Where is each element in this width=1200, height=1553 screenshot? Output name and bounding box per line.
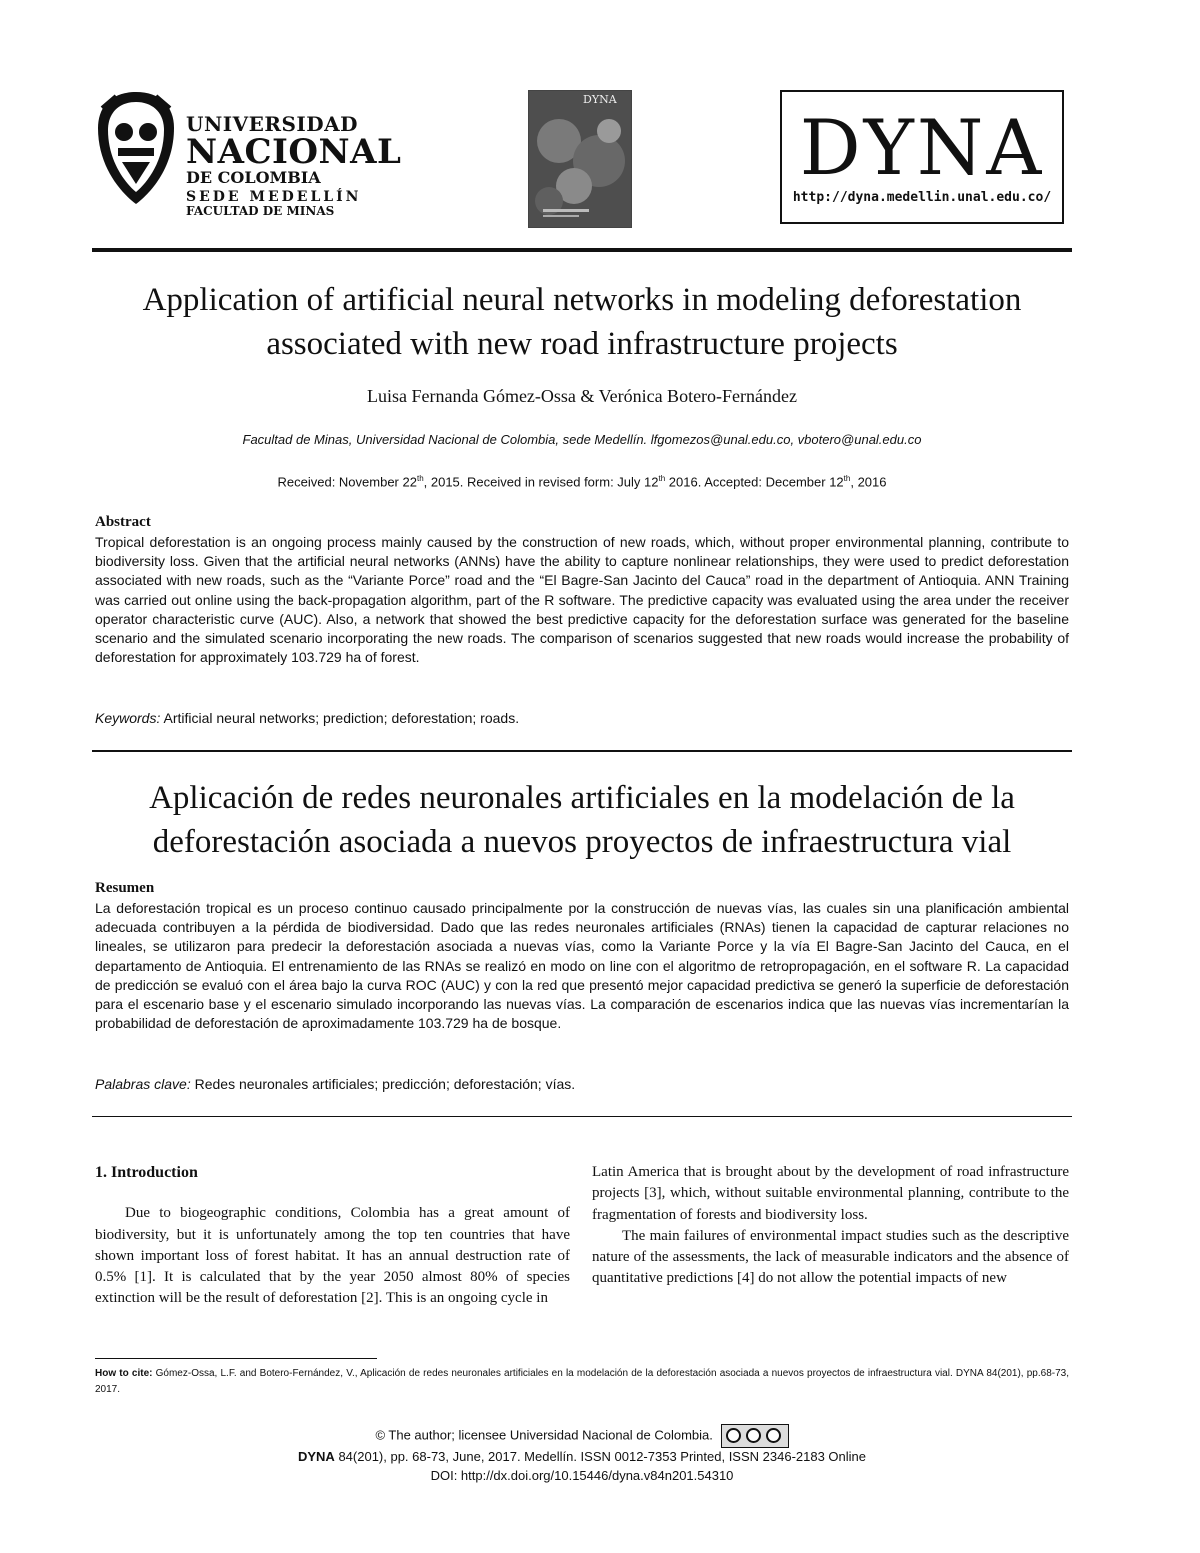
- intro-paragraph-3: The main failures of environmental impact studies such as the descriptive nature of the assessments, the lack of measurable indicators and the absence of quantitative predictions [4] do not allow the potential impacts of new: [592, 1227, 1069, 1287]
- keywords-label: Keywords:: [95, 710, 161, 726]
- university-line5: FACULTAD DE MINAS: [186, 204, 335, 218]
- introduction-heading: 1. Introduction: [95, 1164, 198, 1181]
- license-line: [92, 1424, 1072, 1448]
- creative-commons-icon[interactable]: [721, 1424, 789, 1448]
- by-circle-icon: [746, 1428, 761, 1443]
- abstract-heading: Abstract: [95, 514, 151, 530]
- palabras-clave: [95, 1076, 1069, 1092]
- abstract-text: Tropical deforestation is an ongoing process mainly caused by the construction of new roads, which, without proper environmental planning, contribute to biodiversity loss. Given that the artificial neural networks (ANNs) have the ability to capture nonlinear relationships, they were used to predict deforestation associated with new roads, such as the “Variante Porce” road and the “El Bagre-San Jacinto del Cauca” road in the department of Antioquia. ANN Training was carried out online using the back-propagation algorithm, part of the R software. The predictive capacity was evaluated using the area under the receiver operator characteristic curve (AUC). Also, a network that showed the best predictive capacity for the deforestation surface was generated for the baseline scenario and the simulated scenario incorporating the new roads. The comparison of scenarios suggested that new roads would increase the probability of deforestation for approximately 103.729 ha of forest.: [95, 534, 1069, 666]
- license-text: © The author; licensee Universidad Nacional de Colombia.: [375, 1427, 713, 1443]
- accepted-sup: th: [843, 474, 851, 483]
- journal-logo-box: [780, 90, 1064, 224]
- keywords-list: Artificial neural networks; prediction; deforestation; roads.: [160, 710, 520, 726]
- how-to-cite: [95, 1366, 1069, 1398]
- spanish-title-line2: deforestación asociada a nuevos proyectos de infraestructura vial: [152, 824, 1012, 860]
- spanish-title: [92, 776, 1072, 864]
- affiliation: Facultad de Minas, Universidad Nacional de Colombia, sede Medellín. lfgomezos@unal.edu.co, vbotero@unal.edu.co: [242, 432, 922, 447]
- cc-circle-icon: [726, 1428, 741, 1443]
- how-to-cite-text: Gómez-Ossa, L.F. and Botero-Fernández, V., Aplicación de redes neuronales artificiales en la modelación de la deforestación asociada a nuevos proyectos de infraestructura vial. DYNA 84(201), pp.68-73, 2017.: [95, 1368, 1069, 1395]
- keywords: [95, 710, 1069, 726]
- section-rule-2: [92, 1116, 1072, 1117]
- authors: Luisa Fernanda Gómez-Ossa & Verónica Botero-Fernández: [366, 386, 798, 406]
- how-to-cite-label: How to cite:: [95, 1368, 153, 1379]
- section-rule: [92, 750, 1072, 752]
- intro-paragraph-1: Due to biogeographic conditions, Colombia has a great amount of biodiversity, but it is unfortunately among the top ten countries that have shown important loss of forest habitat. It has an annual destruction rate of 0.5% [1]. It is calculated that by the year 2050 almost 80% of species extinction will be the result of deforestation [2]. This is an ongoing cycle in: [95, 1205, 570, 1307]
- resumen-text: La deforestación tropical es un proceso continuo causado principalmente por la construcción de nuevas vías, las cuales sin una planificación ambiental adecuada contribuyen a la pérdida de biodiversidad. Dado que las redes neuronales artificiales (RNAs) tienen la capacidad de capturar relaciones no lineales, se utilizaron para predecir la deforestación asociada a nuevas vías, como la Variante Porce y la vía El Bagre-San Jacinto del Cauca, en el departamento de Antioquia. El entrenamiento de las RNAs se realizó en modo on line con el algoritmo de retropropagación, en el software R. La capacidad de predicción se evaluó con el área bajo la curva ROC (AUC) y con la red que presentó mejor capacidad predictiva se generó la superficie de deforestación para el escenario base y el escenario simulado incorporando las nuevas vías. La comparación de escenarios indica que las nuevas vías incrementarían la probabilidad de deforestación de aproximadamente 103.729 ha de bosque.: [95, 900, 1069, 1032]
- header-rule: [92, 248, 1072, 252]
- university-line3: DE COLOMBIA: [186, 168, 321, 187]
- resumen-heading: Resumen: [95, 880, 155, 896]
- university-line4: SEDE MEDELLÍN: [186, 189, 362, 205]
- english-title-line1: Application of artificial neural networks in modeling deforestation: [142, 282, 1022, 318]
- revised-date: , 2015. Received in revised form: July 12: [423, 474, 659, 490]
- journal-name: DYNA: [799, 103, 1045, 192]
- left-column: [95, 1162, 570, 1310]
- english-title: [92, 278, 1072, 366]
- english-title-line2: associated with new road infrastructure projects: [266, 326, 898, 362]
- university-line2: NACIONAL: [186, 132, 402, 172]
- cover-title: DYNA: [583, 93, 617, 106]
- university-line1: UNIVERSIDAD: [186, 112, 358, 136]
- accepted-year: , 2016: [850, 474, 887, 490]
- nc-circle-icon: [766, 1428, 781, 1443]
- university-seal-icon: [92, 88, 180, 208]
- footnote-rule: [95, 1358, 377, 1359]
- journal-info-line: [92, 1448, 1072, 1467]
- intro-paragraph-2: Latin America that is brought about by the development of road infrastructure projects [3], which, without suitable environmental planning, contribute to the fragmentation of forests and biodiversity loss.: [592, 1164, 1069, 1223]
- right-column: [592, 1162, 1069, 1290]
- journal-url[interactable]: http://dyna.medellin.unal.edu.co/: [792, 190, 1052, 205]
- received-sup: th: [416, 474, 424, 483]
- doi-line[interactable]: DOI: http://dx.doi.org/10.15446/dyna.v84n201.54310: [430, 1467, 734, 1483]
- footer: [92, 1424, 1072, 1485]
- journal-bold: DYNA: [297, 1449, 335, 1464]
- revised-sup: th: [658, 474, 666, 483]
- journal-info: 84(201), pp. 68-73, June, 2017. Medellín. ISSN 0012-7353 Printed, ISSN 2346-2183 Online: [334, 1449, 867, 1464]
- university-logo: [92, 88, 402, 228]
- dates-line: [92, 474, 1072, 489]
- spanish-title-line1: Aplicación de redes neuronales artificiales en la modelación de la: [149, 780, 1015, 816]
- palabras-clave-label: Palabras clave:: [95, 1076, 191, 1092]
- journal-cover-image: [528, 90, 632, 228]
- cover-texture: [529, 91, 631, 227]
- received-date: Received: November 22: [277, 474, 417, 490]
- palabras-clave-list: Redes neuronales artificiales; predicción; deforestación; vías.: [190, 1076, 576, 1092]
- accepted-date: 2016. Accepted: December 12: [665, 474, 844, 490]
